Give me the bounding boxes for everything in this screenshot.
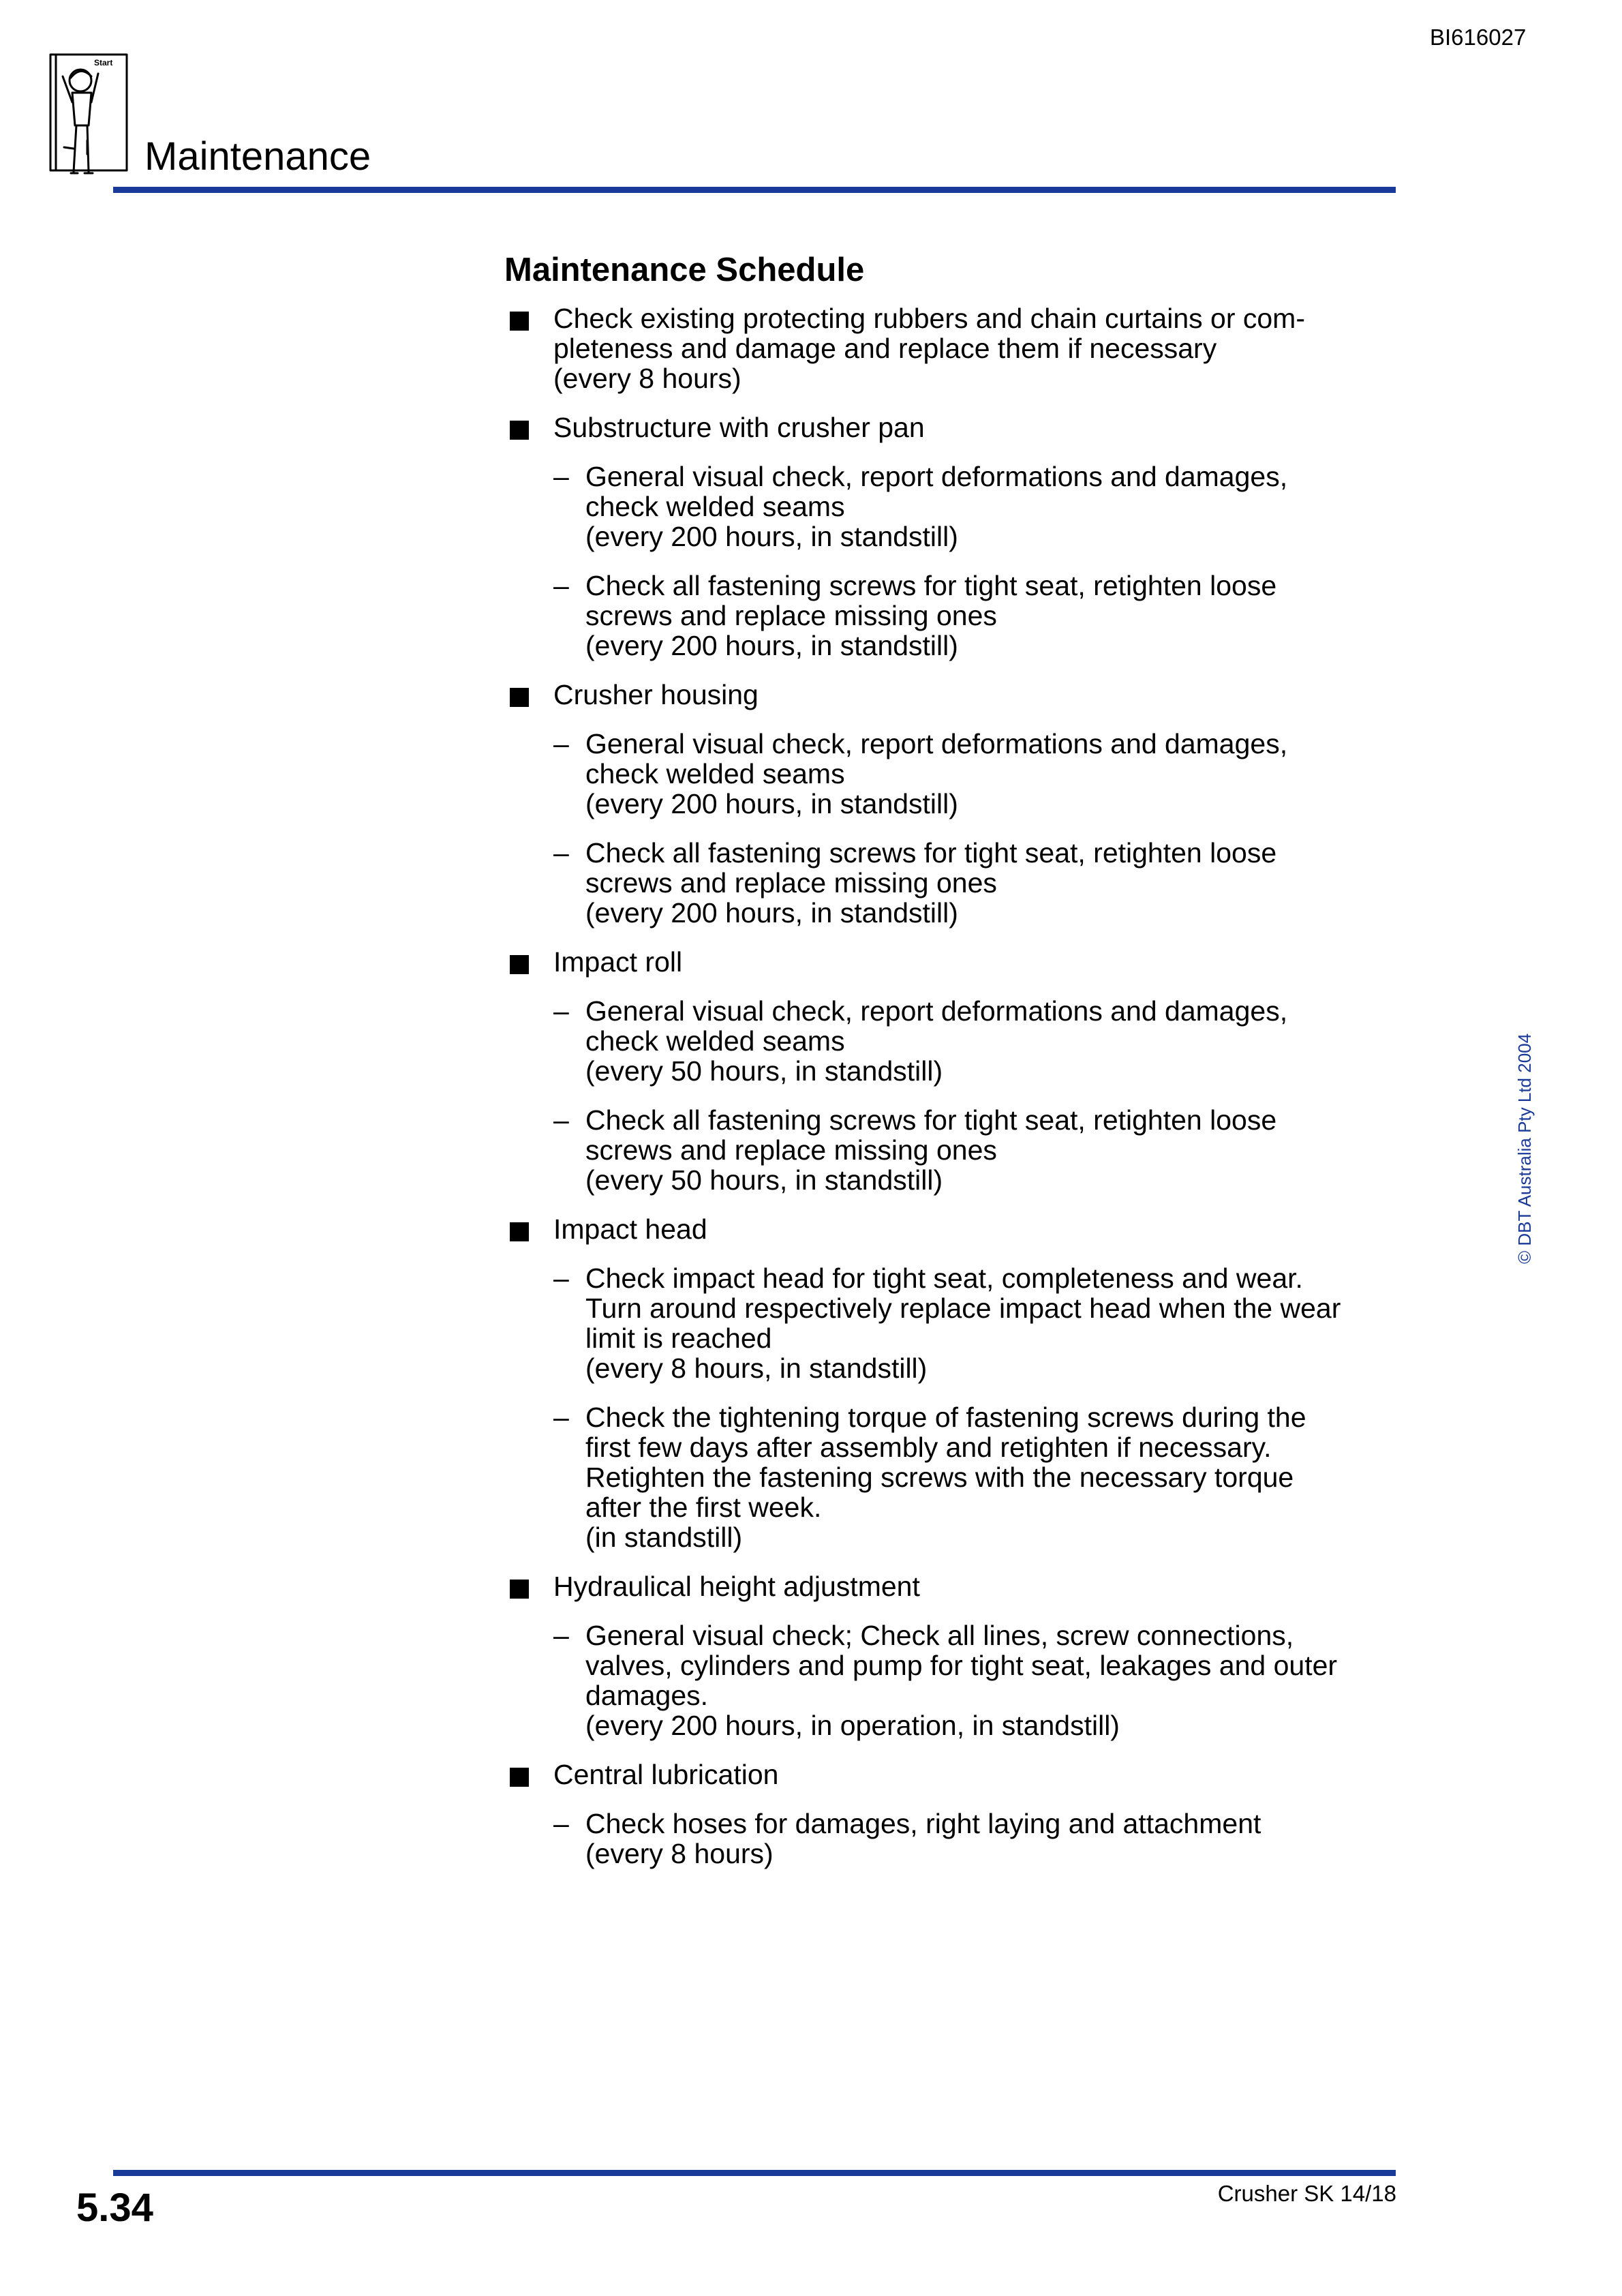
footer-title: Crusher SK 14/18 xyxy=(1217,2181,1396,2206)
square-bullet-icon xyxy=(510,421,529,440)
copyright-notice: © DBT Australia Pty Ltd 2004 xyxy=(1514,1033,1535,1264)
square-bullet-icon xyxy=(510,312,529,331)
schedule-item-title: Impact roll xyxy=(553,946,683,978)
schedule-item xyxy=(504,947,1404,1195)
schedule-item xyxy=(504,303,1404,393)
schedule-subitem-text: Check all fastening screws for tight seat, retighten loose screws and replace missing ones (every 200 hours, in standstill) xyxy=(585,570,1277,661)
schedule-item xyxy=(504,680,1404,928)
dash-bullet-icon: – xyxy=(553,837,569,868)
section-title: Maintenance xyxy=(144,134,371,179)
schedule-subitem-text: Check all fastening screws for tight seat, retighten loose screws and replace missing ones (every 50 hours, in standstill) xyxy=(585,1104,1277,1196)
dash-bullet-icon: – xyxy=(553,1104,569,1136)
schedule-list xyxy=(504,303,1404,1869)
dash-bullet-icon: – xyxy=(553,1402,569,1433)
schedule-subitem-text: General visual check, report deformations and damages, check welded seams (every 200 hours, in standstill) xyxy=(585,728,1288,819)
dash-bullet-icon: – xyxy=(553,1808,569,1839)
maintenance-worker-icon xyxy=(46,52,134,188)
schedule-subitem-text: General visual check, report deformations and damages, check welded seams (every 200 hours, in standstill) xyxy=(585,461,1288,552)
schedule-subitem xyxy=(553,1620,1404,1740)
schedule-item xyxy=(504,412,1404,661)
footer-rule xyxy=(113,2170,1396,2176)
schedule-subitem xyxy=(553,1263,1404,1383)
schedule-subitem-text: General visual check; Check all lines, screw connections, valves, cylinders and pump for tight seat, leakages and outer damages. (every 200 hours, in operation, in standstill) xyxy=(585,1620,1338,1741)
dash-bullet-icon: – xyxy=(553,728,569,759)
document-id: BI616027 xyxy=(1430,25,1527,50)
schedule-item-title: Crusher housing xyxy=(553,679,759,710)
schedule-subitem-text: Check hoses for damages, right laying and attachment (every 8 hours) xyxy=(585,1808,1261,1869)
logo-start-label: Start xyxy=(94,58,113,67)
schedule-subitem xyxy=(553,996,1404,1086)
schedule-item xyxy=(504,1759,1404,1869)
schedule-item-title: Substructure with crusher pan xyxy=(553,412,925,443)
schedule-subitem-text: General visual check, report deformations and damages, check welded seams (every 50 hours, in standstill) xyxy=(585,995,1288,1087)
schedule-subitem xyxy=(553,729,1404,819)
schedule-subitem xyxy=(553,1105,1404,1195)
square-bullet-icon xyxy=(510,1222,529,1241)
square-bullet-icon xyxy=(510,1580,529,1599)
page-number: 5.34 xyxy=(76,2186,153,2230)
dash-bullet-icon: – xyxy=(553,1620,569,1651)
square-bullet-icon xyxy=(510,688,529,707)
schedule-item-title: Hydraulical height adjustment xyxy=(553,1571,920,1602)
schedule-item xyxy=(504,1571,1404,1740)
schedule-subitem xyxy=(553,838,1404,928)
schedule-subitem xyxy=(553,1402,1404,1552)
square-bullet-icon xyxy=(510,955,529,974)
schedule-item-title: Central lubrication xyxy=(553,1759,779,1790)
schedule-item-title: Impact head xyxy=(553,1213,707,1245)
header-rule xyxy=(113,187,1396,193)
dash-bullet-icon: – xyxy=(553,570,569,601)
schedule-subitem-text: Check all fastening screws for tight seat, retighten loose screws and replace missing ones (every 200 hours, in standstill) xyxy=(585,837,1277,928)
schedule-item xyxy=(504,1214,1404,1552)
square-bullet-icon xyxy=(510,1768,529,1787)
schedule-subitem-text: Check the tightening torque of fastening screws during the first few days after assembly and retighten if necessary. Retighten the fastening screws with the necessary torque after the first week. (in standstill) xyxy=(585,1402,1306,1553)
dash-bullet-icon: – xyxy=(553,1263,569,1294)
schedule-subitem xyxy=(553,1809,1404,1869)
dash-bullet-icon: – xyxy=(553,995,569,1027)
dash-bullet-icon: – xyxy=(553,461,569,492)
page-heading: Maintenance Schedule xyxy=(504,252,865,288)
schedule-subitem xyxy=(553,571,1404,661)
schedule-item-title: Check existing protecting rubbers and chain curtains or com- pleteness and damage and replace them if necessary (every 8 hours) xyxy=(553,303,1305,394)
schedule-subitem xyxy=(553,462,1404,552)
schedule-subitem-text: Check impact head for tight seat, completeness and wear. Turn around respectively replace impact head when the wear limit is reached (every 8 hours, in standstill) xyxy=(585,1263,1341,1384)
